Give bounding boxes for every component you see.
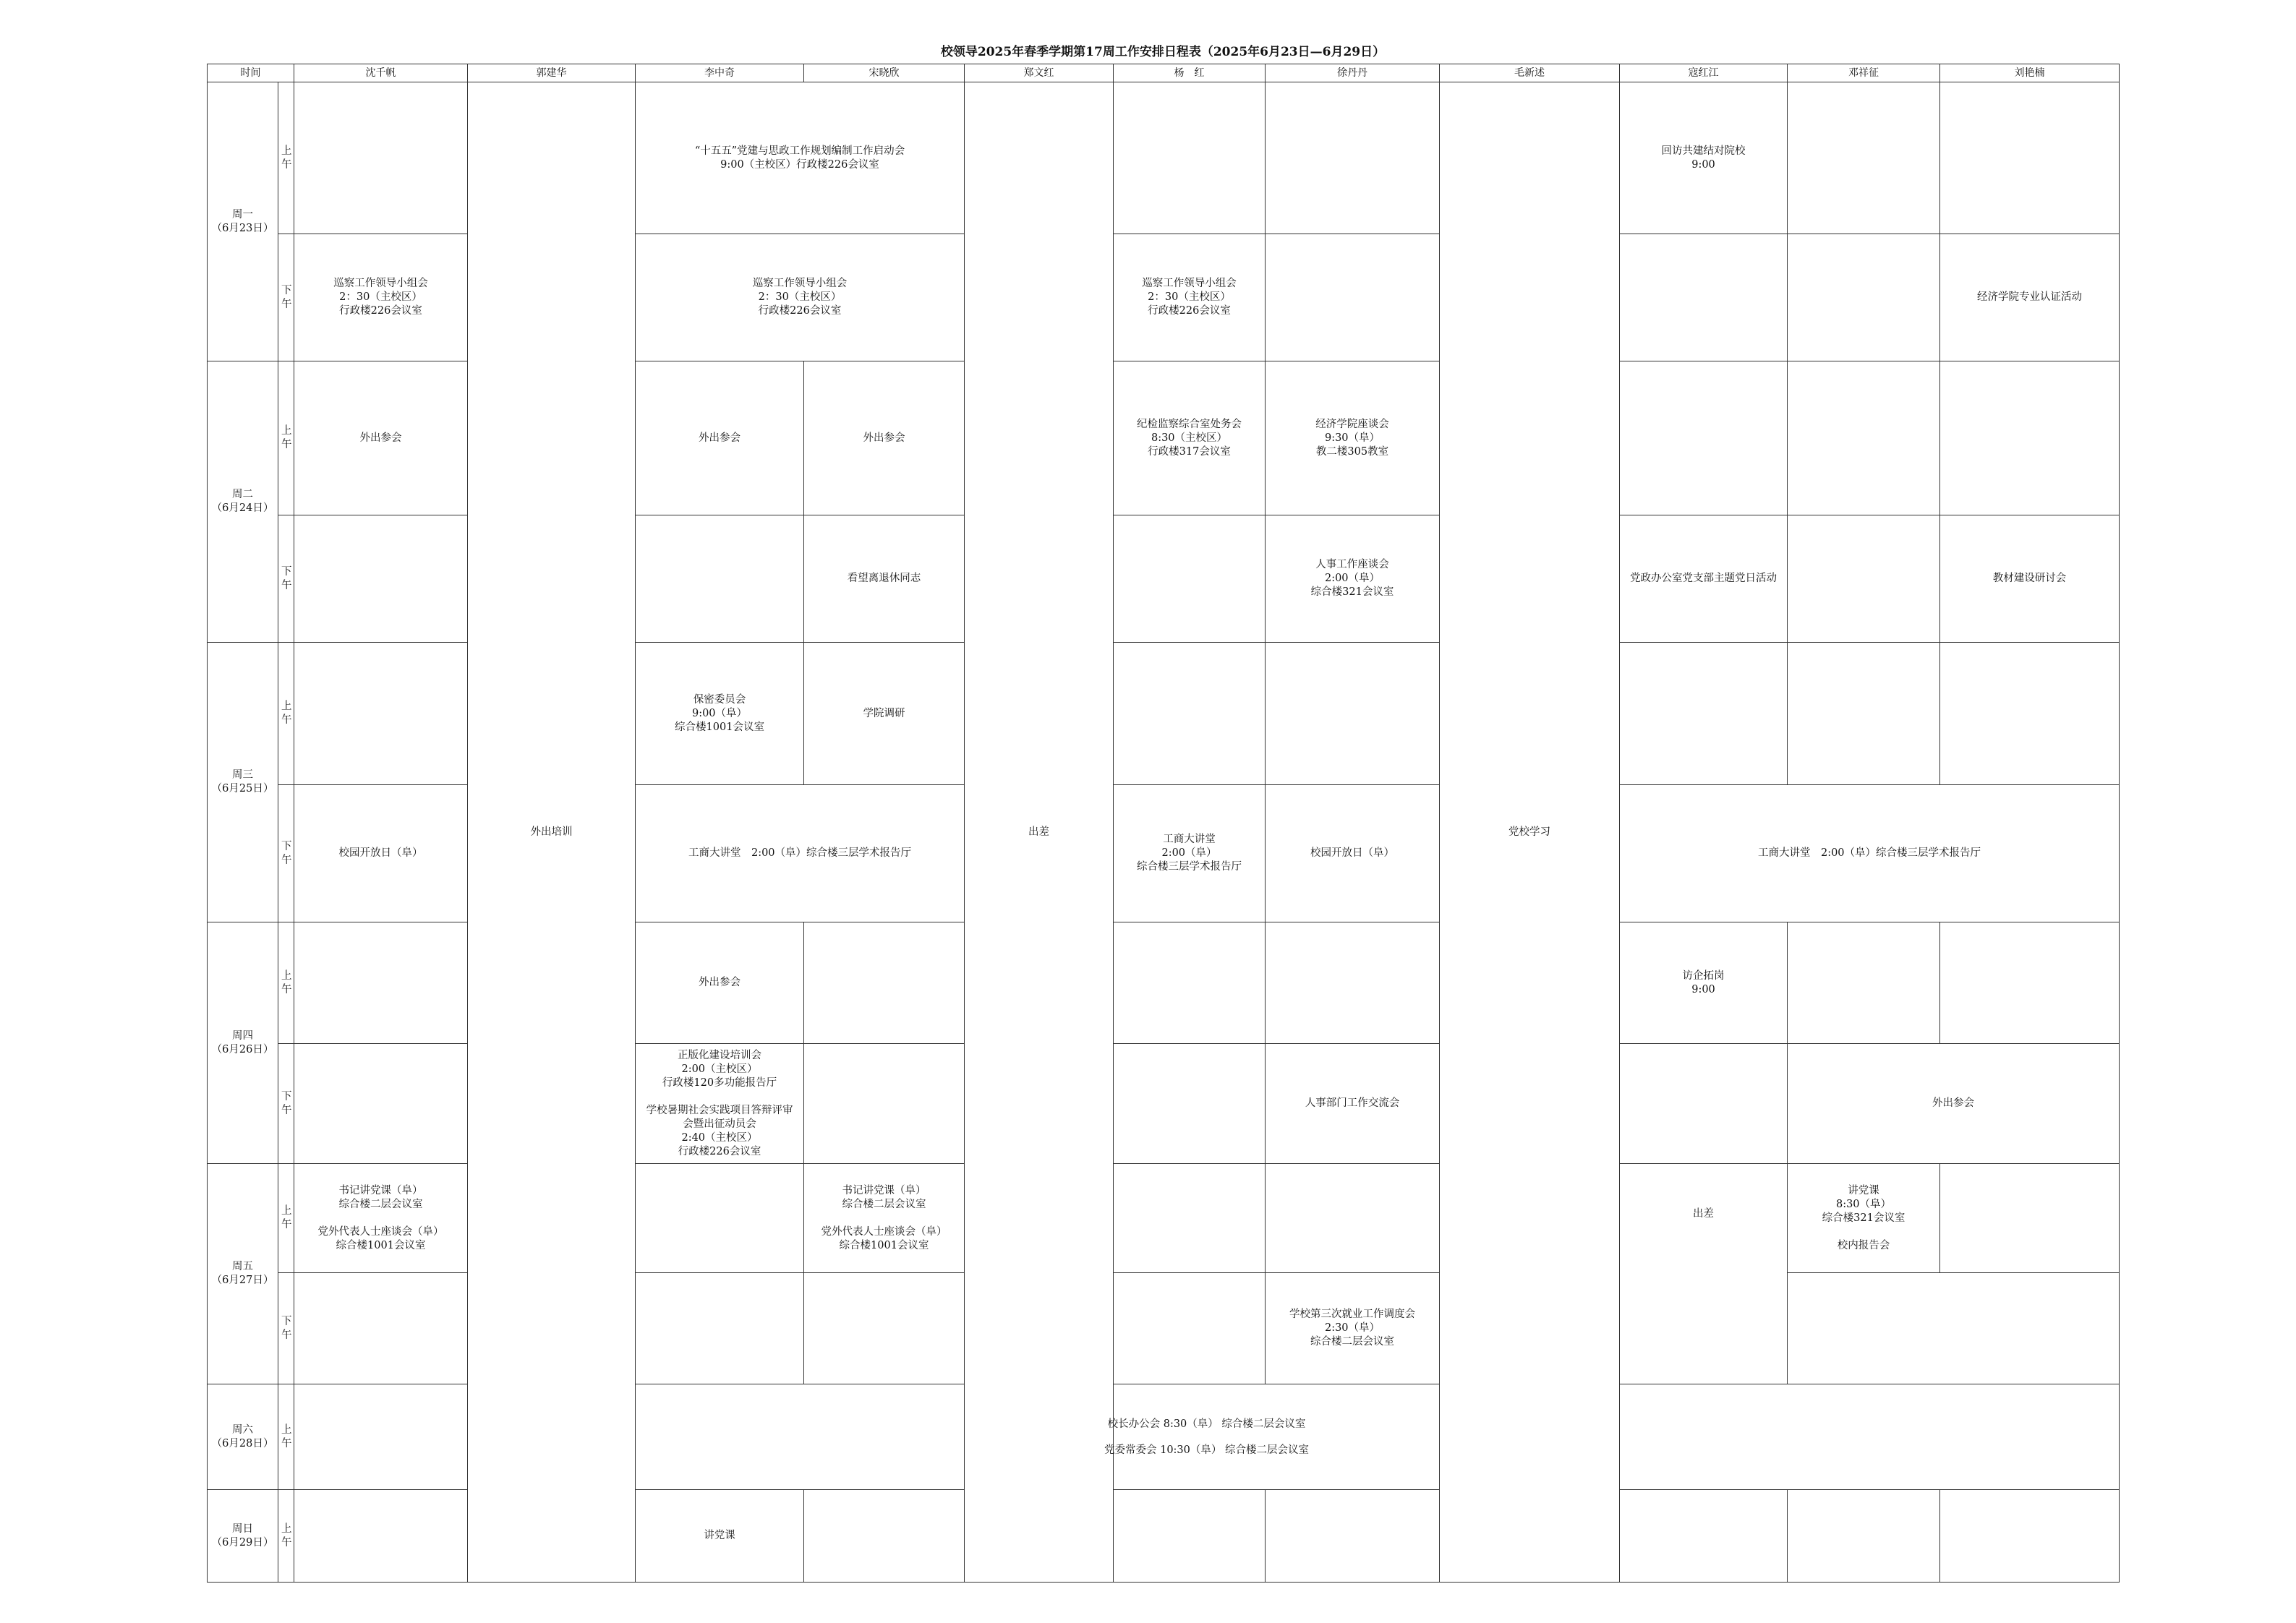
schedule-cell <box>1620 234 1788 361</box>
schedule-cell: 教材建设研讨会 <box>1940 515 2120 643</box>
day-label-sun: 周日 （6月29日） <box>208 1490 278 1583</box>
schedule-cell <box>1114 1164 1266 1273</box>
schedule-cell <box>1266 82 1440 234</box>
schedule-cell: 保密委员会 9:00（阜） 综合楼1001会议室 <box>636 643 804 785</box>
schedule-cell: 人事工作座谈会 2:00（阜） 综合楼321会议室 <box>1266 515 1440 643</box>
half-pm: 下 午 <box>278 785 294 922</box>
schedule-cell <box>1788 361 1940 515</box>
schedule-cell <box>1940 1164 2120 1273</box>
schedule-cell <box>1114 1273 1266 1384</box>
schedule-cell: 党校学习 <box>1440 82 1620 1583</box>
schedule-cell <box>1788 1490 1940 1583</box>
schedule-cell <box>1114 643 1266 785</box>
schedule-cell <box>294 515 468 643</box>
schedule-cell <box>636 1164 804 1273</box>
header-row <box>208 64 2120 82</box>
half-pm: 下 午 <box>278 515 294 643</box>
header-person: 寇红江 <box>1620 64 1788 82</box>
schedule-cell <box>294 643 468 785</box>
schedule-cell: 讲党课 <box>636 1490 804 1583</box>
header-person: 徐丹丹 <box>1266 64 1440 82</box>
schedule-cell: 外出参会 <box>636 922 804 1044</box>
schedule-cell: 工商大讲堂 2:00（阜）综合楼三层学术报告厅 <box>636 785 965 922</box>
schedule-cell <box>1266 922 1440 1044</box>
schedule-cell <box>1620 1490 1788 1583</box>
schedule-cell <box>1788 234 1940 361</box>
schedule-cell: 校园开放日（阜） <box>294 785 468 922</box>
schedule-cell <box>636 1273 804 1384</box>
schedule-cell: 人事部门工作交流会 <box>1266 1044 1440 1164</box>
schedule-cell <box>294 1490 468 1583</box>
schedule-cell: 经济学院专业认证活动 <box>1940 234 2120 361</box>
half-pm: 下 午 <box>278 1044 294 1164</box>
table-row <box>208 82 2120 234</box>
schedule-cell <box>1788 82 1940 234</box>
schedule-cell <box>1940 643 2120 785</box>
schedule-cell <box>294 82 468 234</box>
schedule-cell <box>1266 1490 1440 1583</box>
schedule-cell <box>1940 922 2120 1044</box>
half-am: 上 午 <box>278 361 294 515</box>
schedule-cell: 回访共建结对院校 9:00 <box>1620 82 1788 234</box>
schedule-cell: 外出参会 <box>294 361 468 515</box>
schedule-cell <box>1266 234 1440 361</box>
header-person: 邓祥征 <box>1788 64 1940 82</box>
header-person: 刘艳楠 <box>1940 64 2120 82</box>
schedule-cell: 学校第三次就业工作调度会 2:30（阜） 综合楼二层会议室 <box>1266 1273 1440 1384</box>
schedule-cell: 工商大讲堂 2:00（阜）综合楼三层学术报告厅 <box>1620 785 2120 922</box>
half-pm: 下 午 <box>278 1273 294 1384</box>
schedule-cell: 书记讲党课（阜） 综合楼二层会议室 党外代表人士座谈会（阜） 综合楼1001会议室 <box>804 1164 965 1273</box>
schedule-cell <box>1940 1490 2120 1583</box>
schedule-cell: 经济学院座谈会 9:30（阜） 教二楼305教室 <box>1266 361 1440 515</box>
half-am: 上 午 <box>278 643 294 785</box>
header-person: 郑文红 <box>965 64 1114 82</box>
schedule-cell <box>1114 922 1266 1044</box>
schedule-cell <box>294 1273 468 1384</box>
schedule-cell <box>1940 82 2120 234</box>
schedule-cell <box>1940 361 2120 515</box>
schedule-cell <box>294 922 468 1044</box>
schedule-cell: 纪检监察综合室处务会 8:30（主校区） 行政楼317会议室 <box>1114 361 1266 515</box>
schedule-cell <box>804 1490 965 1583</box>
day-label-sat: 周六 （6月28日） <box>208 1384 278 1490</box>
schedule-cell <box>1266 1164 1440 1273</box>
schedule-cell: 外出参会 <box>1788 1044 2120 1164</box>
day-label-thu: 周四 （6月26日） <box>208 922 278 1164</box>
header-person: 沈千帆 <box>294 64 468 82</box>
schedule-cell <box>1788 643 1940 785</box>
schedule-cell: 巡察工作领导小组会 2：30（主校区） 行政楼226会议室 <box>636 234 965 361</box>
schedule-cell <box>1114 1490 1266 1583</box>
schedule-cell <box>804 1273 965 1384</box>
schedule-cell: 书记讲党课（阜） 综合楼二层会议室 党外代表人士座谈会（阜） 综合楼1001会议室 <box>294 1164 468 1273</box>
schedule-cell <box>1114 515 1266 643</box>
half-am: 上 午 <box>278 922 294 1044</box>
schedule-cell: 党政办公室党支部主题党日活动 <box>1620 515 1788 643</box>
schedule-cell: 外出参会 <box>636 361 804 515</box>
schedule-cell <box>1620 1044 1788 1164</box>
schedule-cell: 校长办公会 8:30（阜） 综合楼二层会议室 党委常委会 10:30（阜） 综合楼二层会议室 <box>294 1384 2120 1490</box>
schedule-cell: “十五五”党建与思政工作规划编制工作启动会 9:00（主校区）行政楼226会议室 <box>636 82 965 234</box>
schedule-cell <box>294 1044 468 1164</box>
schedule-cell <box>1788 922 1940 1044</box>
header-person: 郭建华 <box>468 64 636 82</box>
schedule-cell <box>1266 643 1440 785</box>
schedule-cell <box>804 1044 965 1164</box>
header-person: 李中奇 <box>636 64 804 82</box>
page-title: 校领导2025年春季学期第17周工作安排日程表（2025年6月23日—6月29日） <box>940 45 1386 59</box>
schedule-cell: 巡察工作领导小组会 2：30（主校区） 行政楼226会议室 <box>1114 234 1266 361</box>
header-person: 杨 红 <box>1114 64 1266 82</box>
schedule-cell: 工商大讲堂 2:00（阜） 综合楼三层学术报告厅 <box>1114 785 1266 922</box>
half-am: 上 午 <box>278 1164 294 1273</box>
day-label-mon: 周一 （6月23日） <box>208 82 278 361</box>
schedule-cell: 校园开放日（阜） <box>1266 785 1440 922</box>
header-time: 时间 <box>208 64 294 82</box>
schedule-cell <box>1788 515 1940 643</box>
schedule-cell: 看望离退休同志 <box>804 515 965 643</box>
schedule-cell: 访企拓岗 9:00 <box>1620 922 1788 1044</box>
schedule-table <box>207 64 2120 1583</box>
schedule-cell: 出差 <box>1620 1164 1788 1384</box>
schedule-cell <box>1788 1273 2120 1384</box>
schedule-cell <box>1114 82 1266 234</box>
schedule-cell <box>804 922 965 1044</box>
schedule-cell: 讲党课 8:30（阜） 综合楼321会议室 校内报告会 <box>1788 1164 1940 1273</box>
schedule-cell: 外出参会 <box>804 361 965 515</box>
schedule-cell <box>1620 643 1788 785</box>
day-label-fri: 周五 （6月27日） <box>208 1164 278 1384</box>
half-am: 上 午 <box>278 1384 294 1490</box>
half-am: 上 午 <box>278 1490 294 1583</box>
table-row <box>208 1384 2120 1490</box>
schedule-cell <box>1114 1044 1266 1164</box>
half-am: 上 午 <box>278 82 294 234</box>
schedule-cell: 正版化建设培训会 2:00（主校区） 行政楼120多功能报告厅 学校暑期社会实践项目答辩评审 会暨出征动员会 2:40（主校区） 行政楼226会议室 <box>636 1044 804 1164</box>
schedule-cell: 巡察工作领导小组会 2：30（主校区） 行政楼226会议室 <box>294 234 468 361</box>
schedule-cell <box>1620 361 1788 515</box>
schedule-cell <box>636 515 804 643</box>
schedule-cell: 学院调研 <box>804 643 965 785</box>
day-label-wed: 周三 （6月25日） <box>208 643 278 922</box>
header-person: 宋晓欣 <box>804 64 965 82</box>
half-pm: 下 午 <box>278 234 294 361</box>
header-person: 毛新述 <box>1440 64 1620 82</box>
schedule-cell: 外出培训 <box>468 82 636 1583</box>
day-label-tue: 周二 （6月24日） <box>208 361 278 643</box>
schedule-cell: 出差 <box>965 82 1114 1583</box>
